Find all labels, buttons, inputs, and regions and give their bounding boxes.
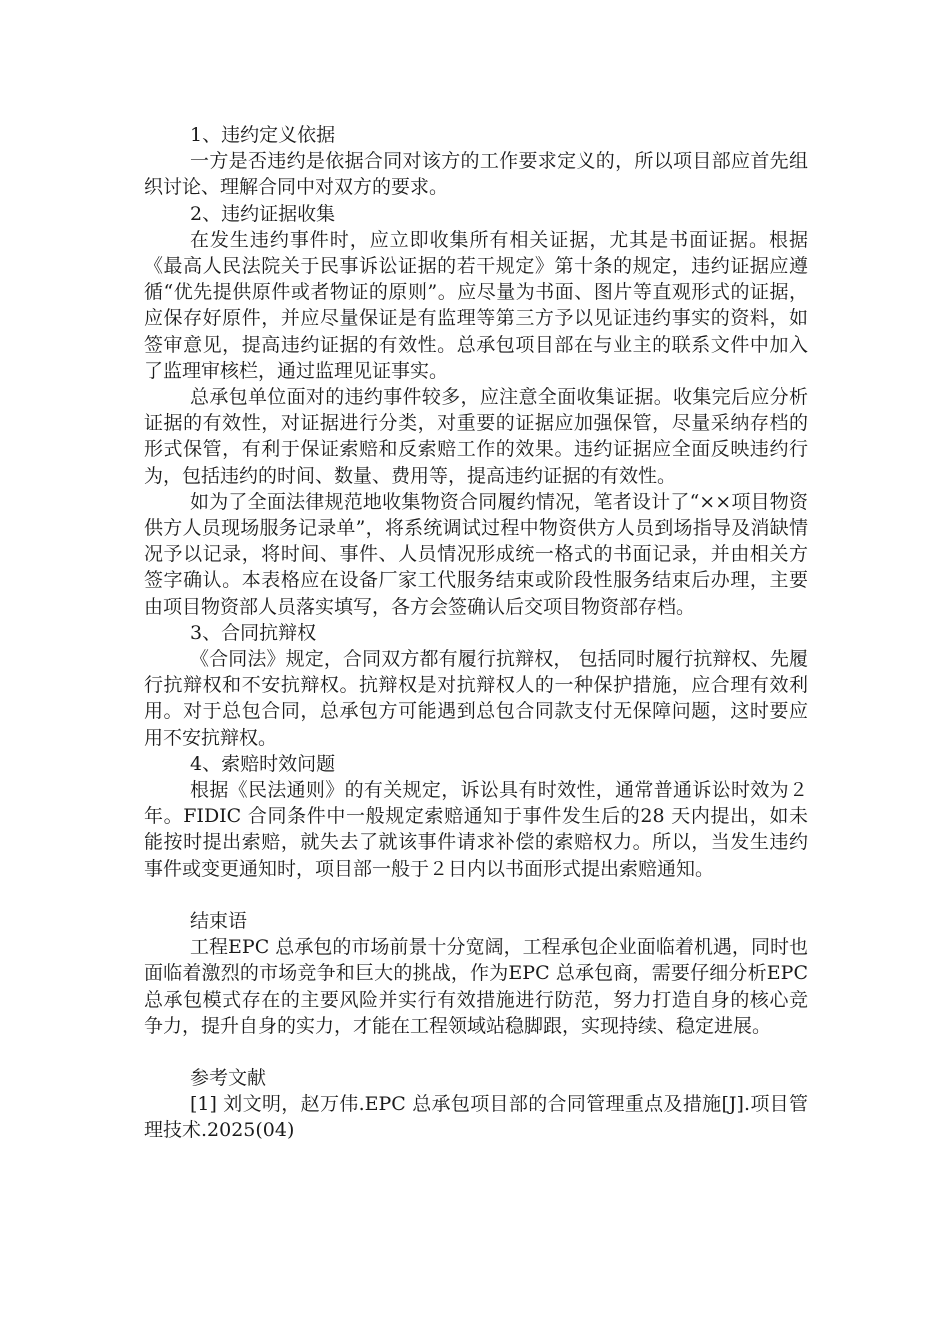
section-heading-3: 3、合同抗辩权: [190, 621, 317, 644]
spacer: [144, 882, 808, 908]
conclusion-paragraph: 工程EPC 总承包的市场前景十分宽阔，工程承包企业面临着机遇，同时也面临着激烈的市场竞争和巨大的挑战，作为EPC 总承包商，需要仔细分析EPC 总承包模式存在的主要风险并实行有效措施进行防范，努力打造自身的核心竞争力，提升自身的实力，才能在工程领域站稳脚跟，实现持续、稳定进展。: [144, 936, 808, 1037]
section-heading-2: 2、违约证据收集: [190, 202, 336, 225]
section-4-paragraph-1: 根据《民法通则》的有关规定，诉讼具有时效性，通常普通诉讼时效为２年。FIDIC 合同条件中一般规定索赔通知于事件发生后的28 天内提出，如未能按时提出索赔，就失去了就该事件请求补偿的索赔权力。所以，当发生违约事件或变更通知时，项目部一般于２日内以书面形式提出索赔通知。: [144, 779, 808, 880]
section-heading-4: 4、索赔时效问题: [190, 752, 336, 775]
section-1-paragraph-1: 一方是否违约是依据合同对该方的工作要求定义的，所以项目部应首先组织讨论、理解合同中对双方的要求。: [144, 150, 808, 199]
document-page: [144, 122, 808, 1144]
section-2-paragraph-3: 如为了全面法律规范地收集物资合同履约情况，笔者设计了“××项目物资供方人员现场服务记录单”，将系统调试过程中物资供方人员到场指导及消缺情况予以记录，将时间、事件、人员情况形成统一格式的书面记录，并由相关方签字确认。本表格应在设备厂家工代服务结束或阶段性服务结束后办理，主要由项目物资部人员落实填写，各方会签确认后交项目物资部存档。: [144, 490, 808, 618]
section-heading-1: 1、违约定义依据: [190, 124, 336, 146]
section-3-paragraph-1: 《合同法》规定，合同双方都有履行抗辩权， 包括同时履行抗辩权、先履行抗辩权和不安抗辩权。抗辩权是对抗辩权人的一种保护措施，应合理有效利用。对于总包合同，总承包方可能遇到总包合同款支付无保障问题，这时要应用不安抗辩权。: [144, 648, 808, 749]
reference-item-1: [1] 刘文明，赵万伟.EPC 总承包项目部的合同管理重点及措施[J].项目管理技术.2025(04): [144, 1093, 808, 1142]
spacer: [144, 1039, 808, 1065]
conclusion-heading: 结束语: [190, 909, 248, 932]
section-2-paragraph-2: 总承包单位面对的违约事件较多，应注意全面收集证据。收集完后应分析证据的有效性，对证据进行分类，对重要的证据应加强保管，尽量采纳存档的形式保管，有利于保证索赔和反索赔工作的效果。违约证据应全面反映违约行为，包括违约的时间、数量、费用等，提高违约证据的有效性。: [144, 386, 808, 487]
section-2-paragraph-1: 在发生违约事件时，应立即收集所有相关证据，尤其是书面证据。根据《最高人民法院关于民事诉讼证据的若干规定》第十条的规定，违约证据应遵循“优先提供原件或者物证的原则”。应尽量为书面、图片等直观形式的证据，应保存好原件，并应尽量保证是有监理等第三方予以见证违约事实的资料，如签审意见，提高违约证据的有效性。总承包项目部在与业主的联系文件中加入了监理审核栏，通过监理见证事实。: [144, 228, 808, 382]
references-heading: 参考文献: [190, 1066, 267, 1089]
